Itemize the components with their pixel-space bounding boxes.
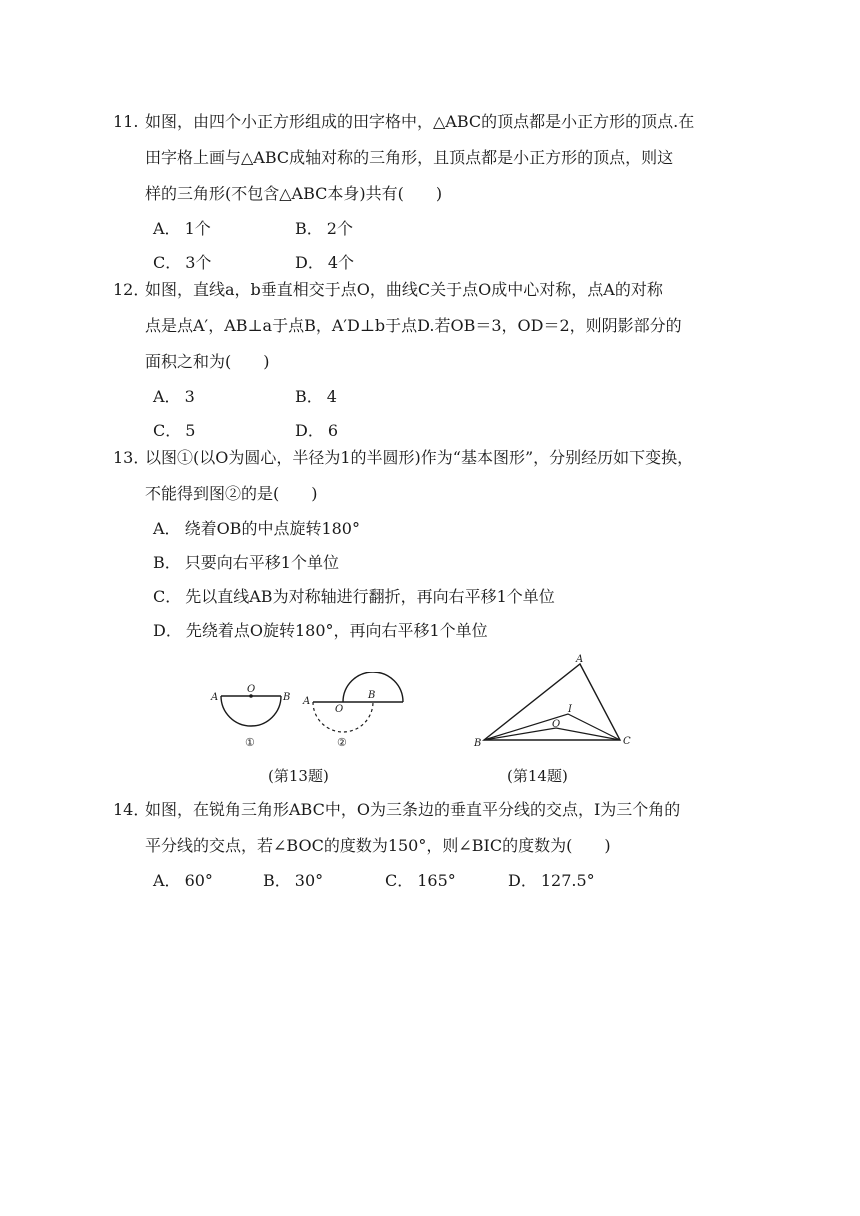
figure-14-triangle [470,652,640,752]
option-row [113,380,753,414]
label-figure-2: ② [337,736,347,749]
option-a[interactable]: A． 绕着OB的中点旋转180° [153,519,360,538]
question-14 [113,792,753,898]
label-a: A [211,692,219,703]
label-b: B [283,692,291,703]
question-text-line-1: 如图，在锐角三角形ABC中，O为三条边的垂直平分线的交点，I为三个角的 [145,800,681,819]
option-b[interactable]: B． 30° [263,871,324,890]
question-number: 14． [113,800,150,819]
question-text-line-2: 平分线的交点，若∠BOC的度数为150°，则∠BIC的度数为( ) [145,836,611,855]
option-c[interactable]: C． 先以直线AB为对称轴进行翻折，再向右平移1个单位 [153,587,555,606]
question-text-line-1: 如图，由四个小正方形组成的田字格中，△ABC的顶点都是小正方形的顶点.在 [145,112,695,131]
question-11 [113,104,753,280]
figure-13-semicircles [205,672,415,752]
label-b: B [368,690,376,701]
question-text-line-1: 以图①(以O为圆心，半径为1的半圆形)作为“基本图形”，分别经历如下变换， [145,448,694,467]
question-text-line-2: 点是点A′，AB⊥a于点B，A′D⊥b于点D.若OB＝3，OD＝2，则阴影部分的 [145,316,682,335]
option-c[interactable]: C． 3个 [153,253,212,272]
option-b[interactable]: B． 2个 [295,219,353,238]
option-d[interactable]: D． 4个 [295,253,355,272]
label-b: B [474,738,482,749]
question-number: 13． [113,448,150,467]
option-b[interactable]: B． 只要向右平移1个单位 [153,553,339,572]
figure-13-caption: (第13题) [268,767,329,785]
option-d[interactable]: D． 6 [295,421,339,440]
option-a[interactable]: A． 1个 [153,219,211,238]
question-number: 12． [113,280,150,299]
label-figure-1: ① [245,736,255,749]
option-c[interactable]: C． 5 [153,421,196,440]
question-number: 11. [113,112,139,131]
question-text-line-1: 如图，直线a，b垂直相交于点O，曲线C关于点O成中心对称，点A的对称 [145,280,663,299]
label-a: A [303,696,311,707]
figure-1-semicircle [221,696,281,726]
label-c: C [623,736,631,747]
question-text-line-2: 不能得到图②的是( ) [145,484,318,503]
option-c[interactable]: C． 165° [385,871,456,890]
option-a[interactable]: A． 60° [153,871,213,890]
question-12 [113,272,753,448]
option-d[interactable]: D． 127.5° [508,871,595,890]
label-o: O [552,719,561,730]
option-a[interactable]: A． 3 [153,387,195,406]
option-b[interactable]: B． 4 [295,387,337,406]
question-text-line-3: 面积之和为( ) [145,352,270,371]
label-a: A [576,654,584,665]
option-d[interactable]: D． 先绕着点O旋转180°，再向右平移1个单位 [153,621,488,640]
question-13 [113,440,753,648]
label-o: O [247,684,256,695]
figure-14-caption: (第14题) [507,767,568,785]
label-i: I [568,704,572,715]
option-row [113,212,753,246]
question-text-line-3: 样的三角形(不包含△ABC本身)共有( ) [145,184,443,203]
question-text-line-2: 田字格上画与△ABC成轴对称的三角形，且顶点都是小正方形的顶点，则这 [145,148,674,167]
option-row [113,864,753,898]
label-o: O [335,704,344,715]
